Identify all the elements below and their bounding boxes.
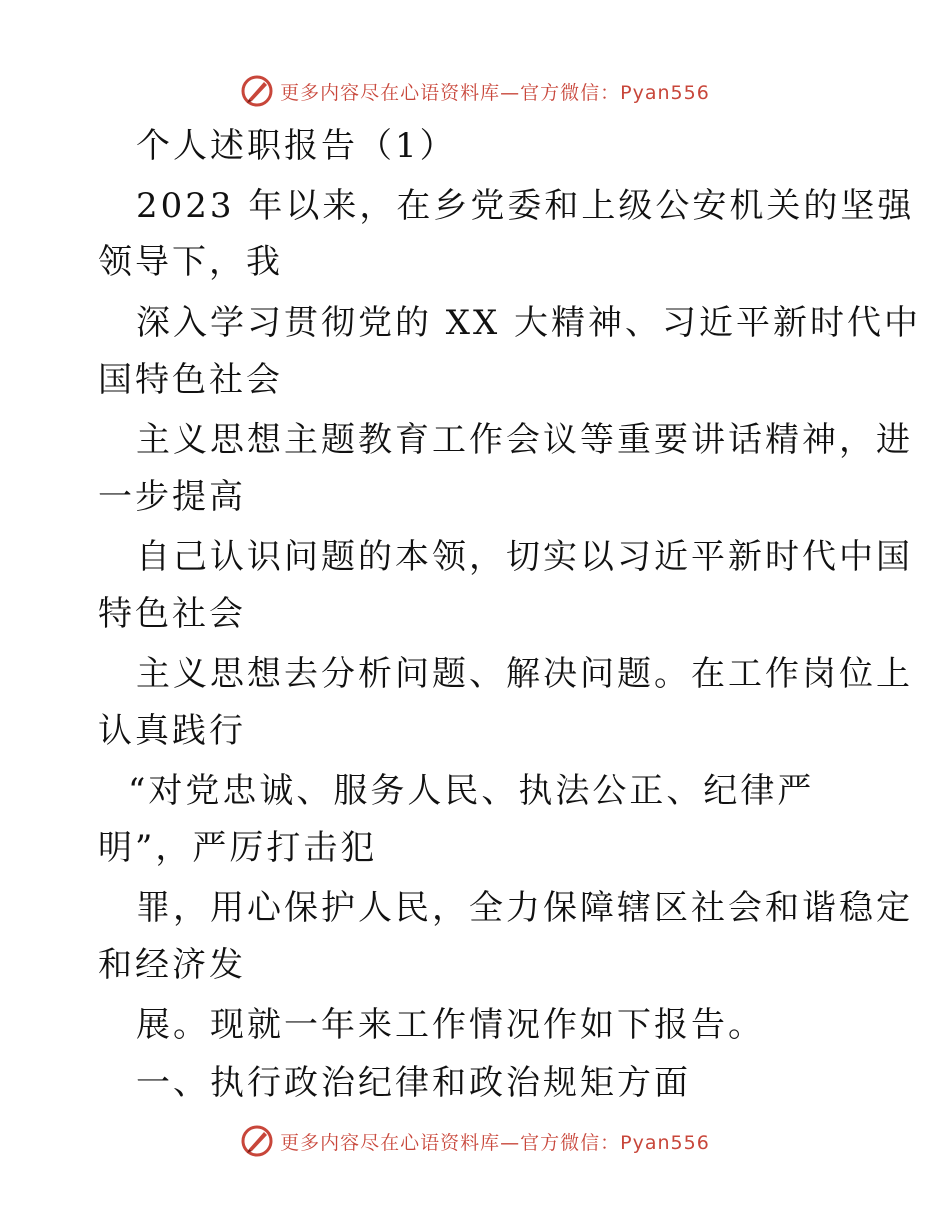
- paragraph-line: 展。现就一年来工作情况作如下报告。: [136, 1005, 765, 1045]
- paragraph-line: 一步提高: [98, 477, 246, 517]
- paragraph-line: 认真践行: [98, 711, 246, 751]
- paragraph-line: 和经济发: [98, 945, 246, 985]
- watermark-header: [0, 71, 950, 111]
- watermark-footer: [0, 1121, 950, 1161]
- paragraph-line: 国特色社会: [98, 360, 283, 400]
- paragraph-line: 罪，用心保护人民，全力保障辖区社会和谐稳定: [136, 888, 913, 928]
- watermark-text: 更多内容尽在心语资料库—官方微信：Pyan556: [280, 1131, 710, 1154]
- paragraph-line: 主义思想去分析问题、解决问题。在工作岗位上: [136, 654, 913, 694]
- paragraph-line: 主义思想主题教育工作会议等重要讲话精神，进: [136, 420, 913, 460]
- paragraph-line: 特色社会: [98, 594, 246, 634]
- paragraph-line: 自己认识问题的本领，切实以习近平新时代中国: [136, 537, 913, 577]
- watermark-text: 更多内容尽在心语资料库—官方微信：Pyan556: [280, 81, 710, 104]
- pen-logo-icon: [240, 74, 274, 108]
- paragraph-line: 2023 年以来，在乡党委和上级公安机关的坚强: [136, 186, 915, 226]
- paragraph-line: 明”，严厉打击犯: [98, 828, 378, 868]
- paragraph-line: 深入学习贯彻党的 XX 大精神、习近平新时代中: [136, 303, 922, 343]
- paragraph-line: 领导下，我: [98, 242, 283, 282]
- section-heading: 一、执行政治纪律和政治规矩方面: [136, 1063, 691, 1103]
- paragraph-line: “对党忠诚、服务人民、执法公正、纪律严: [128, 771, 815, 811]
- document-title: 个人述职报告（1）: [136, 126, 457, 166]
- pen-logo-icon: [240, 1124, 274, 1158]
